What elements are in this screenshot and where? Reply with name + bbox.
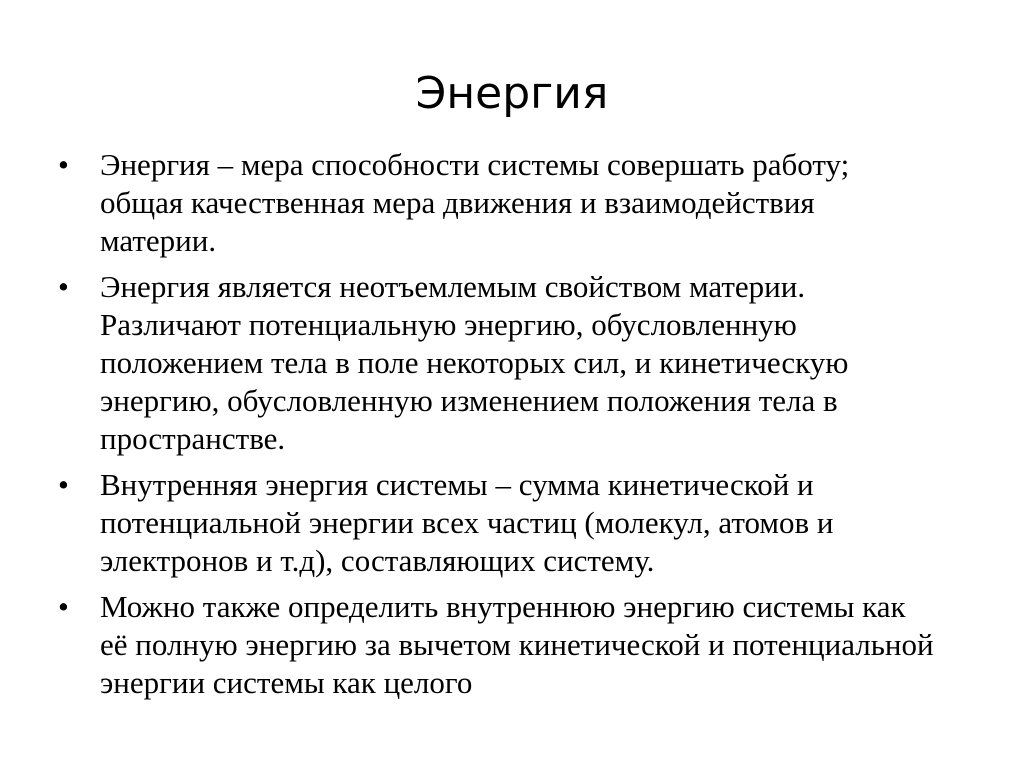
bullet-dot-icon: • — [58, 467, 69, 502]
bullet-text: Внутренняя энергия системы – сумма кинетической и потенциальной энергии всех частиц (молекул, атомов и электронов и т.д), составляющих систему. — [100, 467, 834, 578]
slide-title: Энергия — [415, 68, 609, 119]
bullet-item — [58, 268, 938, 458]
bullet-dot-icon: • — [58, 269, 69, 304]
bullet-item — [58, 146, 938, 260]
bullet-text: Энергия является неотъемлемым свойством материи. Различают потенциальную энергию, обусловленную положением тела в поле некоторых сил, и кинетическую энергию, обусловленную изменением положения тела в пространстве. — [100, 269, 849, 456]
bullet-text: Энергия – мера способности системы совершать работу; общая качественная мера движения и взаимодействия материи. — [100, 147, 850, 258]
bullet-dot-icon: • — [58, 147, 69, 182]
bullet-dot-icon: • — [58, 589, 69, 624]
bullet-item — [58, 466, 938, 580]
bullet-list — [58, 146, 938, 702]
bullet-text: Можно также определить внутреннюю энергию системы как её полную энергию за вычетом кинетической и потенциальной энергии системы как целого — [100, 589, 934, 700]
bullet-item — [58, 588, 938, 702]
